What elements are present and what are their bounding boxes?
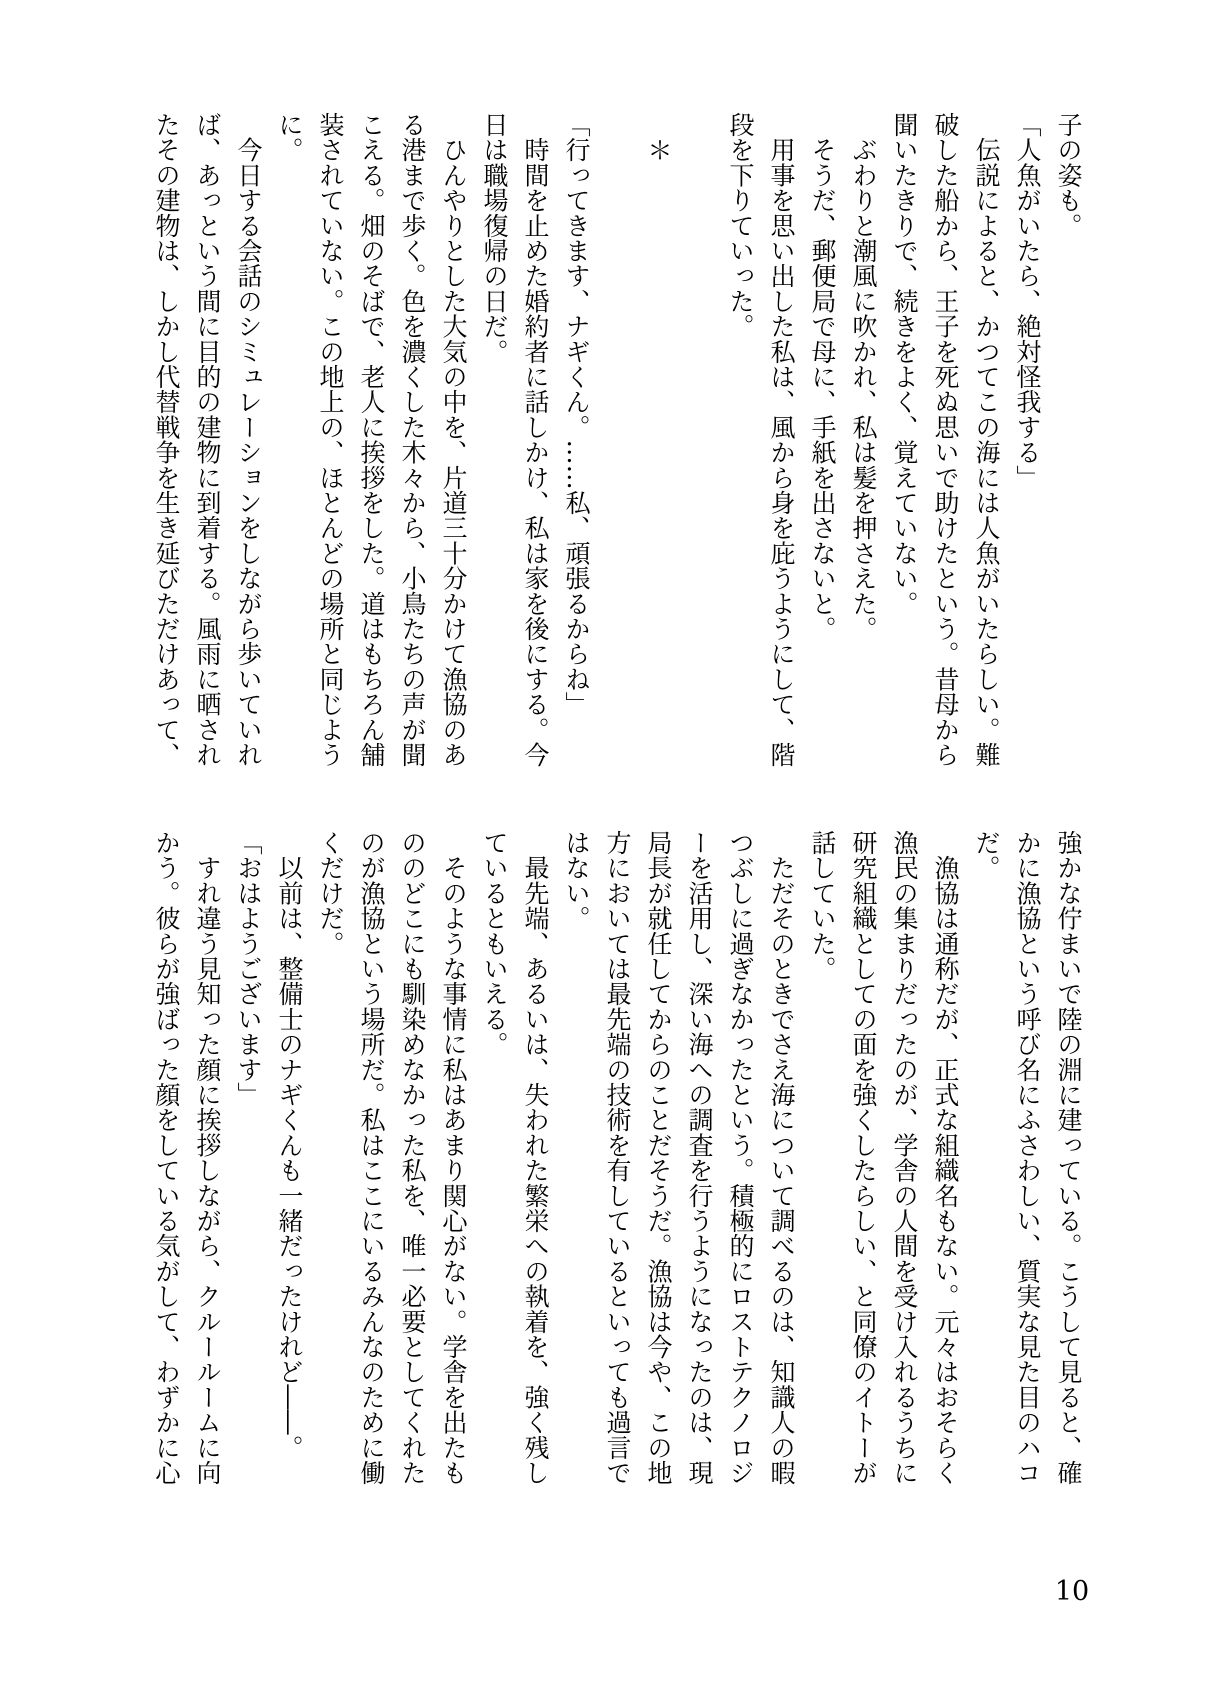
text-column: 「行ってきます、ナギくん。……私、頑張るからね」 [562, 112, 591, 717]
text-column: かう。彼らが強ばった顔をしている気がして、わずかに心 [152, 830, 181, 1486]
text-column: ひんやりとした大気の中を、片道三十分かけて漁協のあ [439, 112, 468, 768]
text-column: ぶわりと潮風に吹かれ、私は髪を押さえた。 [849, 112, 878, 642]
text-column [679, 112, 720, 772]
text-column: 「おはようございます」 [234, 830, 263, 1108]
text-column: のが漁協という場所だ。私はここにいるみんなのために働 [357, 830, 386, 1486]
text-column: 話していた。 [808, 830, 837, 982]
text-column: 段を下りていった。 [726, 112, 755, 339]
text-column: ているともいえる。 [480, 830, 509, 1057]
text-column: かに漁協という呼び名にふさわしい、質実な見た目のハコ [1013, 830, 1042, 1486]
text-column: る港まで歩く。色を濃くした木々から、小鳥たちの声が聞 [398, 112, 427, 768]
text-column: 局長が就任してからのことだそうだ。漁協は今や、この地 [644, 830, 673, 1486]
scene-separator: ＊ [644, 112, 673, 163]
text-column: そうだ、郵便局で母に、手紙を出さないと。 [808, 112, 837, 642]
text-column: 以前は、整備士のナギくんも一緒だったけれど――。 [275, 830, 304, 1460]
text-column: 方においては最先端の技術を有しているといっても過言で [603, 830, 632, 1486]
text-column: ば、あっという間に目的の建物に到着する。風雨に晒され [193, 112, 222, 768]
text-column: こえる。畑のそばで、老人に挨拶をした。道はもちろん舗 [357, 112, 386, 768]
page-number: 10 [1054, 1576, 1090, 1607]
text-column: たその建物は、しかし代替戦争を生き延びただけあって、 [152, 112, 181, 768]
text-column: ののどこにも馴染めなかった私を、唯一必要としてくれた [398, 830, 427, 1486]
text-column: 装されていない。この地上の、ほとんどの場所と同じよう [316, 112, 345, 768]
text-column: 最先端、あるいは、失われた繁栄への執着を、強く残し [521, 830, 550, 1486]
text-block-lower [145, 830, 1089, 1502]
text-column: 強かな佇まいで陸の淵に建っている。こうして見ると、確 [1054, 830, 1083, 1486]
text-column: つぶしに過ぎなかったという。積極的にロストテクノロジ [726, 830, 755, 1486]
text-column: ーを活用し、深い海への調査を行うようになったのは、現 [685, 830, 714, 1486]
text-column: 伝説によると、かつてこの海には人魚がいたらしい。難 [972, 112, 1001, 768]
text-column: ただそのときでさえ海について調べるのは、知識人の暇 [767, 830, 796, 1486]
text-column: 破した船から、王子を死ぬ思いで助けたという。昔母から [931, 112, 960, 768]
text-column: 漁協は通称だが、正式な組織名もない。元々はおそらく [931, 830, 960, 1486]
text-column: 時間を止めた婚約者に話しかけ、私は家を後にする。今 [521, 112, 550, 768]
text-column: はない。 [562, 830, 591, 931]
text-column: くだけだ。 [316, 830, 345, 956]
text-column: 聞いたきりで、続きをよく、覚えていない。 [890, 112, 919, 616]
text-column: 「人魚がいたら、絶対怪我する」 [1013, 112, 1042, 490]
text-column: すれ違う見知った顔に挨拶しながら、クルールームに向 [193, 830, 222, 1486]
text-column: 子の姿も。 [1054, 112, 1083, 238]
text-column: 研究組織としての面を強くしたらしい、と同僚のイトーが [849, 830, 878, 1486]
text-column: 今日する会話のシミュレーションをしながら歩いていれ [234, 112, 263, 768]
text-column: だ。 [972, 830, 1001, 881]
text-column: 日は職場復帰の日だ。 [480, 112, 509, 364]
text-column [597, 112, 638, 772]
text-column: 漁民の集まりだったのが、学舎の人間を受け入れるうちに [890, 830, 919, 1486]
text-block-upper [145, 112, 1089, 784]
text-column: に。 [275, 112, 304, 163]
text-column: 用事を思い出した私は、風から身を庇うようにして、階 [767, 112, 796, 768]
text-column: そのような事情に私はあまり関心がない。学舎を出たも [439, 830, 468, 1486]
